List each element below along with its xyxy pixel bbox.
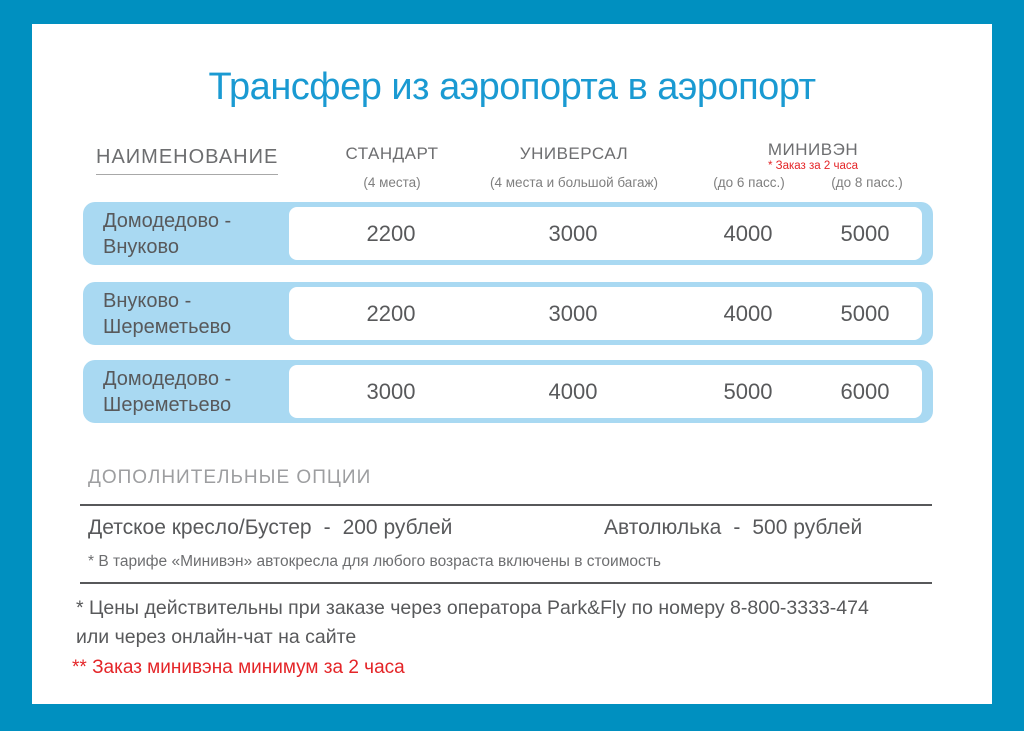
price-minivan-6: 5000 xyxy=(723,379,773,404)
price-minivan-8: 5000 xyxy=(840,301,890,326)
options-note: * В тарифе «Минивэн» автокресла для любого возраста включены в стоимость xyxy=(88,553,661,570)
footer-note-line-1: * Цены действительны при заказе через оператора Park&Fly по номеру 8-800-3333-474 xyxy=(76,597,869,619)
price-universal: 3000 xyxy=(548,221,598,246)
price-minivan-8: 6000 xyxy=(840,379,890,404)
route-label xyxy=(103,208,231,260)
minivan-order-note: * Заказ за 2 часа xyxy=(767,160,859,172)
column-header-standard: СТАНДАРТ xyxy=(345,144,439,163)
price-minivan-6: 4000 xyxy=(723,221,773,246)
column-subheader-minivan-8: (до 8 пасс.) xyxy=(831,175,903,190)
page-title: Трансфер из аэропорта в аэропорт xyxy=(208,66,816,108)
price-universal: 4000 xyxy=(548,379,598,404)
route-line-2: Шереметьево xyxy=(103,393,232,416)
price-minivan-8: 5000 xyxy=(840,221,890,246)
column-header-minivan: МИНИВЭН xyxy=(767,140,859,159)
table-row xyxy=(83,282,933,345)
route-line-1: Внуково - xyxy=(103,289,192,312)
price-standard: 3000 xyxy=(366,379,416,404)
option-price: 500 рублей xyxy=(752,516,863,539)
price-minivan-6: 4000 xyxy=(723,301,773,326)
route-label xyxy=(103,366,231,418)
option-price: 200 рублей xyxy=(342,516,453,539)
route-line-2: Шереметьево xyxy=(103,315,232,338)
column-header-name: НАИМЕНОВАНИЕ xyxy=(96,146,278,175)
table-row xyxy=(83,202,933,265)
route-line-1: Домодедово - xyxy=(103,367,232,390)
price-universal: 3000 xyxy=(548,301,598,326)
option-dash: - xyxy=(323,516,331,539)
divider xyxy=(80,582,932,584)
divider xyxy=(80,504,932,506)
poster-card xyxy=(32,24,992,704)
route-label xyxy=(103,288,231,340)
option-infant-carrier xyxy=(604,516,862,540)
column-subheader-standard: (4 места) xyxy=(363,175,421,190)
column-header-universal: УНИВЕРСАЛ xyxy=(519,144,629,163)
route-line-1: Домодедово - xyxy=(103,209,232,232)
table-row xyxy=(83,360,933,423)
column-subheader-minivan-6: (до 6 пасс.) xyxy=(713,175,785,190)
option-label: Автолюлька xyxy=(604,516,722,539)
options-section-heading: ДОПОЛНИТЕЛЬНЫЕ ОПЦИИ xyxy=(88,467,372,488)
option-child-seat xyxy=(88,516,452,540)
footer-minivan-note: ** Заказ минивэна минимум за 2 часа xyxy=(72,657,405,678)
option-dash: - xyxy=(733,516,741,539)
column-subheader-universal: (4 места и большой багаж) xyxy=(490,175,658,190)
footer-note-line-2: или через онлайн-чат на сайте xyxy=(76,626,357,648)
price-standard: 2200 xyxy=(366,301,416,326)
option-label: Детское кресло/Бустер xyxy=(88,516,312,539)
route-line-2: Внуково xyxy=(103,235,180,258)
price-standard: 2200 xyxy=(366,221,416,246)
